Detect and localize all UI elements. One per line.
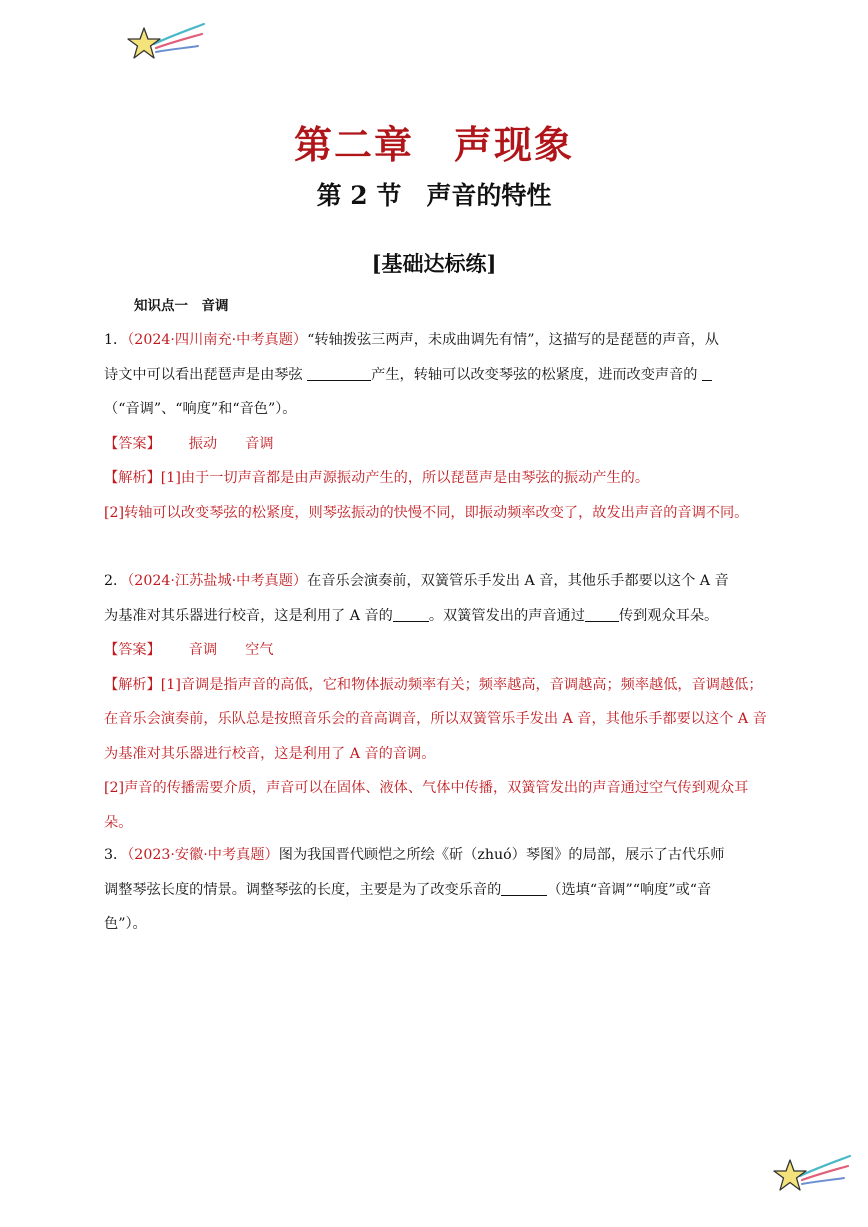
answer-blank[interactable] [393, 605, 429, 622]
answer-blank[interactable] [307, 364, 371, 381]
question-number: 1． [104, 332, 128, 348]
answer-value: 音调 [245, 435, 274, 452]
section-title: 第 2 节 声音的特性 [316, 181, 552, 210]
question-text: 。双簧管发出的声音通过 [428, 607, 585, 624]
answer-blank[interactable] [585, 605, 619, 622]
question-1 [104, 323, 768, 530]
question-3 [104, 838, 768, 942]
question-text: 色”）。 [104, 916, 147, 932]
question-number: 2． [104, 573, 128, 589]
question-number: 3． [104, 847, 128, 863]
question-text: 在音乐会演奏前，双簧管乐手发出 A 音，其他乐手都要以这个 A 音 [307, 573, 729, 589]
practice-title: [基础达标练] [371, 251, 497, 276]
question-text: 传到观众耳朵。 [618, 607, 719, 624]
analysis-paragraph [104, 771, 768, 840]
answer-label: 【答案】 [104, 435, 161, 452]
answer-blank[interactable] [702, 364, 712, 381]
answer-value: 空气 [245, 642, 274, 658]
answer-value: 音调 [188, 642, 218, 658]
analysis-paragraph [104, 496, 768, 531]
question-2 [104, 564, 768, 840]
analysis-text: [1]音调是指声音的高低，它和物体振动频率有关；频率越高，音调越高；频率越低，音调越低；在音乐会演奏前，乐队总是按照音乐会的音高调音，所以双簧管乐手发出 A 音，其他乐手都要以这个 A 音为基准对其乐器进行校音，这是利用了 A 音的音调。 [104, 676, 767, 762]
analysis-label: 【解析】 [104, 676, 161, 693]
analysis-text: [1]由于一切声音都是由声源振动产生的，所以琵琶声是由琴弦的振动产生的。 [160, 470, 650, 486]
question-source: （2024·四川南充·中考真题） [127, 332, 308, 348]
question-text: 产生，转轴可以改变琴弦的松紧度，进而改变声音的 [371, 366, 698, 383]
answer-value: 振动 [188, 435, 218, 452]
question-text: 图为我国晋代顾恺之所绘《斫（zhuó）琴图》的局部，展示了古代乐师 [278, 847, 725, 863]
star-decoration-icon [772, 1150, 852, 1202]
analysis-paragraph [104, 668, 768, 772]
answer-label: 【答案】 [104, 642, 161, 658]
question-text: （“音调”、“响度”和“音色”）。 [104, 401, 297, 417]
answer-blank[interactable] [501, 879, 547, 896]
question-text: （选填“音调”“响度”或“音 [547, 881, 712, 898]
knowledge-point-heading: 知识点一 音调 [134, 298, 229, 314]
question-source: （2023·安徽·中考真题） [127, 847, 279, 863]
analysis-text: [2]声音的传播需要介质，声音可以在固体、液体、气体中传播，双簧管发出的声音通过空气传到观众耳朵。 [104, 780, 749, 831]
question-text: 诗文中可以看出琵琶声是由琴弦 [104, 366, 303, 383]
question-text: 为基准对其乐器进行校音，这是利用了 A 音的 [104, 607, 393, 624]
question-source: （2024·江苏盐城·中考真题） [127, 573, 308, 589]
analysis-paragraph [104, 461, 768, 496]
question-text: 调整琴弦长度的情景。调整琴弦的长度，主要是为了改变乐音的 [104, 881, 502, 898]
question-text: “转轴拨弦三两声，未成曲调先有情”，这描写的是琵琶的声音，从 [307, 332, 719, 348]
answer-line [104, 427, 768, 462]
chapter-title: 第二章 声现象 [293, 122, 574, 167]
analysis-text: [2]转轴可以改变琴弦的松紧度，则琴弦振动的快慢不同，即振动频率改变了，故发出声音的音调不同。 [104, 504, 749, 521]
answer-line [104, 633, 768, 668]
star-decoration-icon [126, 18, 206, 70]
analysis-label: 【解析】 [104, 470, 161, 486]
